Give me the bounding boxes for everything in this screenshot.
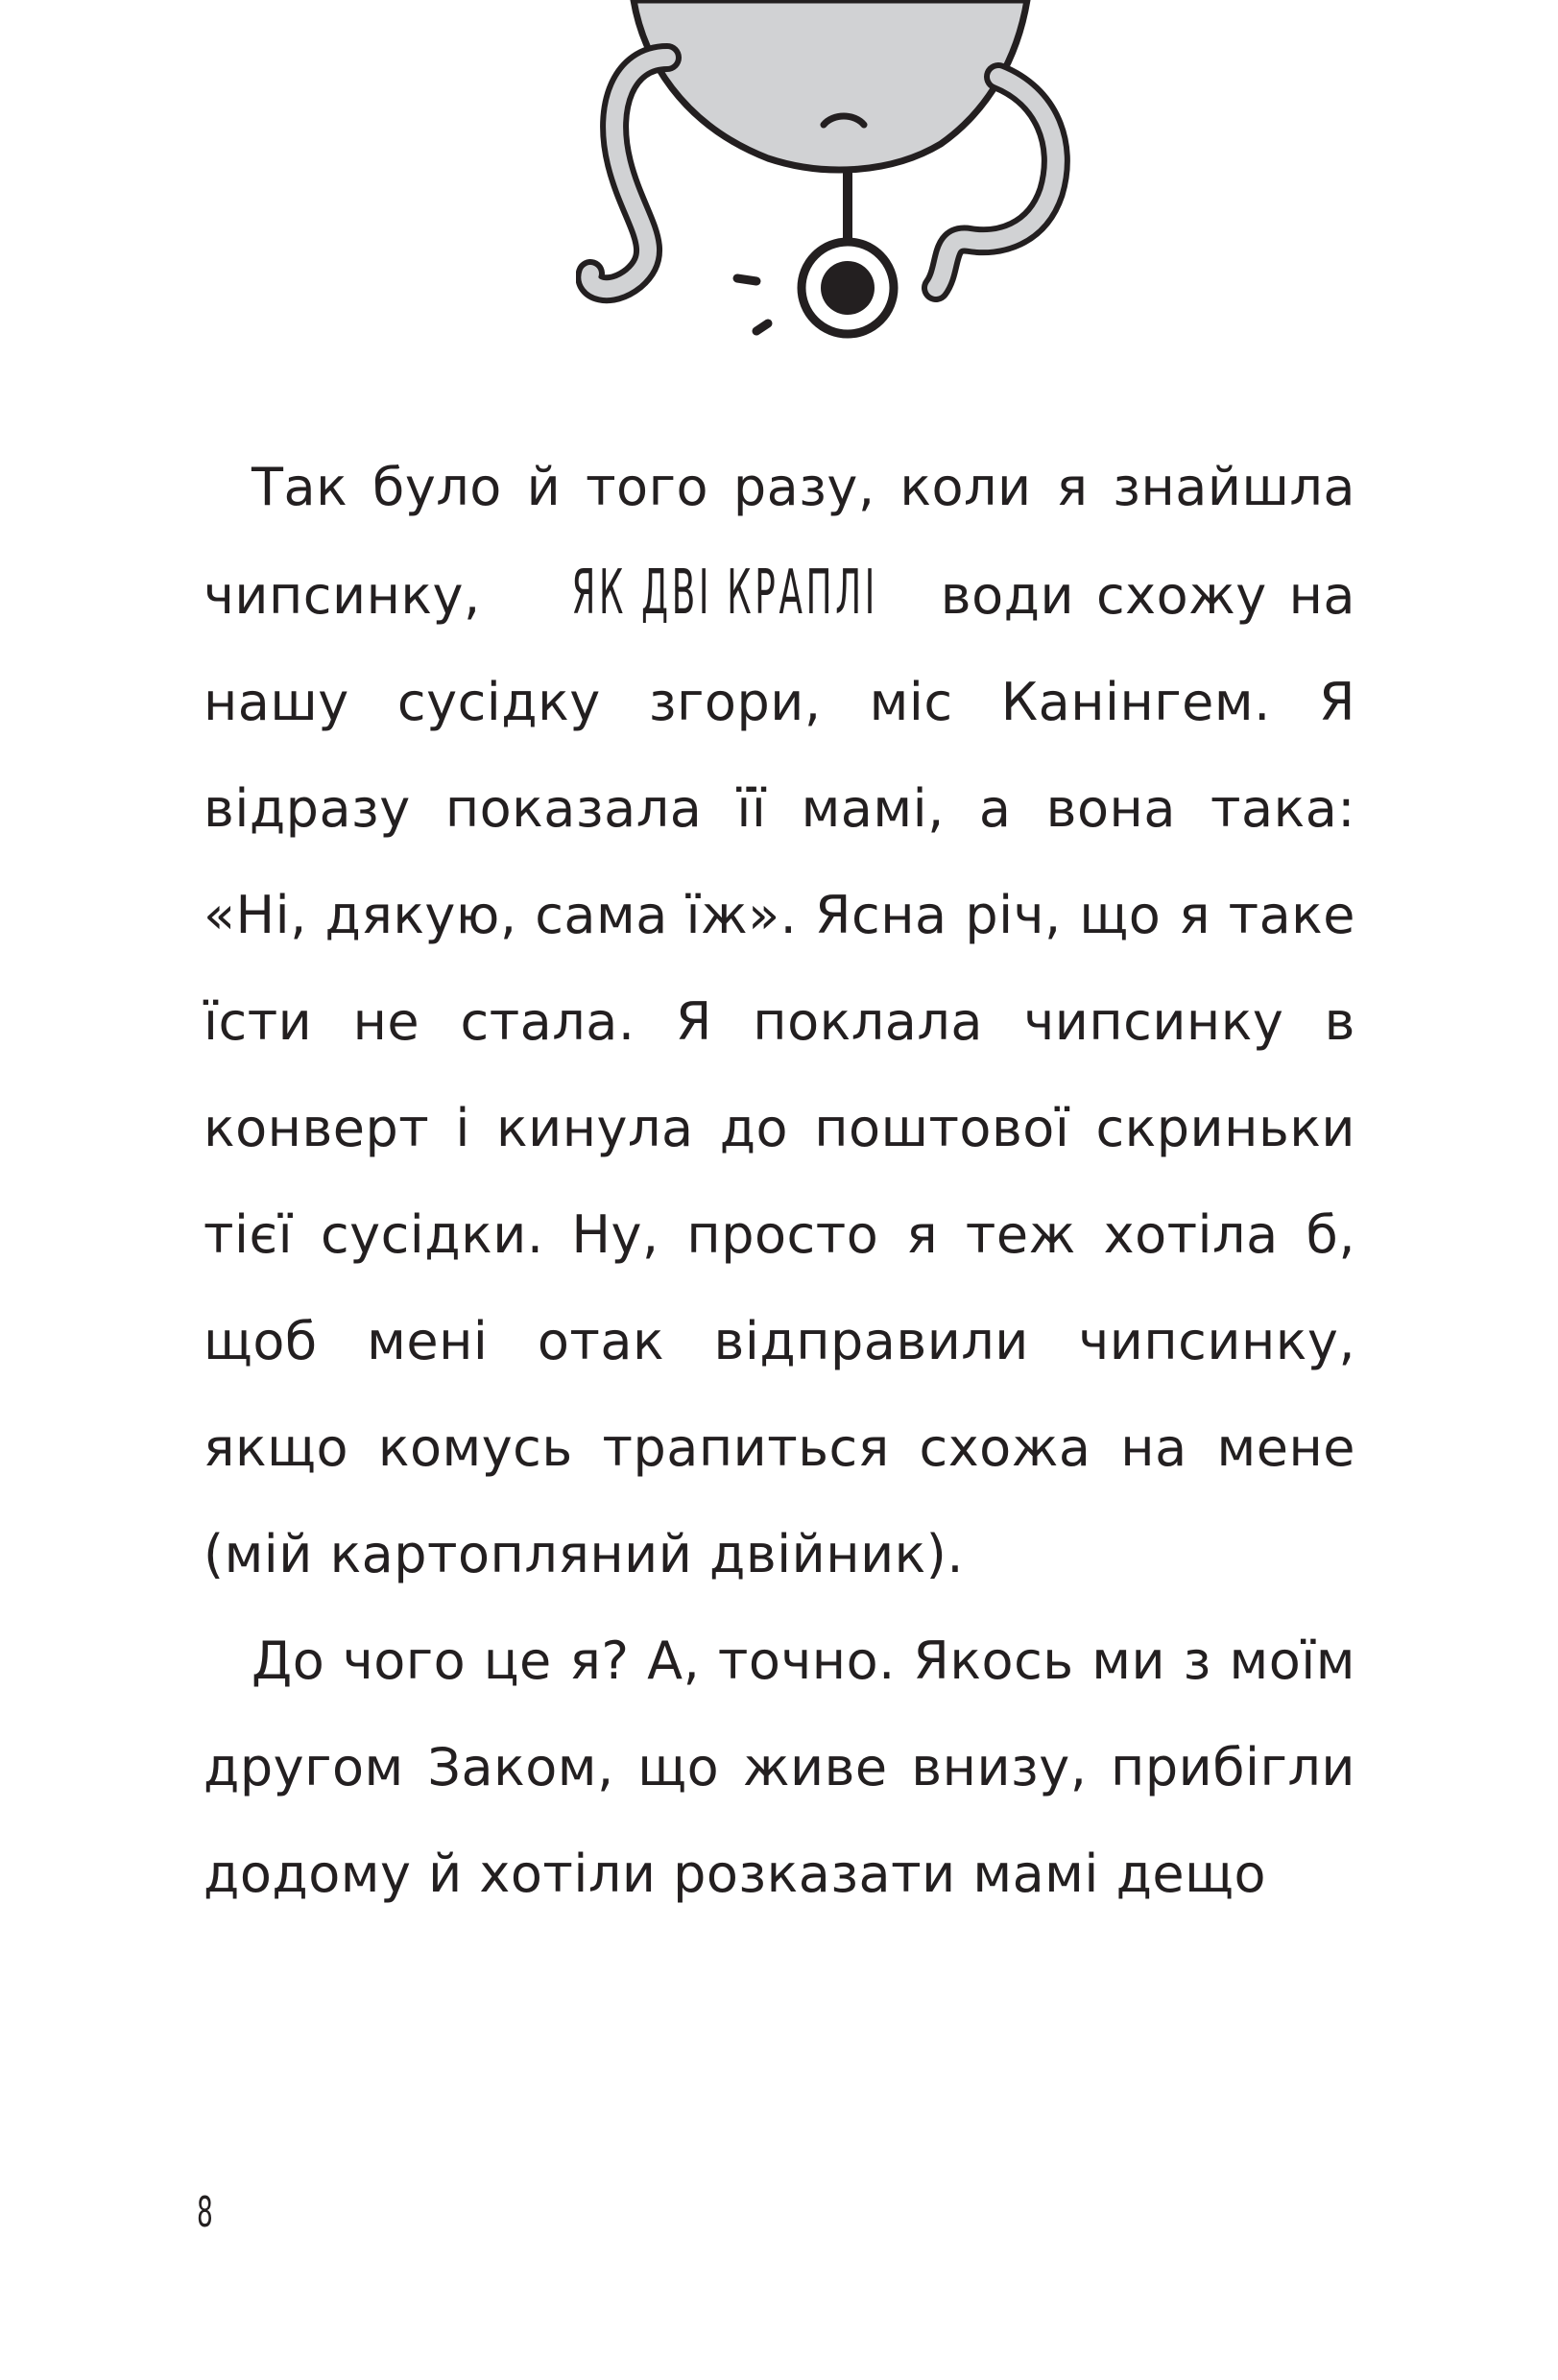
page-number: 8 <box>197 2188 213 2237</box>
paragraph-1 <box>204 434 1355 1607</box>
paragraph-1-start: Так було й того разу, коли я знайшла чипсинку, <box>204 457 1355 626</box>
paragraph-1-end: води схожу на нашу сусідку згори, міс Канінгем. Я відразу показала її мамі, а вона така: «Ні, дякую, сама їж». Ясна річ, що я таке їсти не стала. Я поклала чипсинку в конверт і кинула до поштової скриньки тієї сусідки. Ну, просто я теж хотіла б, щоб мені отак відправили чипсинку, якщо комусь трапиться схожа на мене (мій картопляний двійник). <box>204 565 1355 1584</box>
paragraph-2: До чого це я? А, точно. Якось ми з моїм другом Заком, що живе внизу, прибігли додому й хотіли розказати мамі дещо <box>204 1630 1355 1904</box>
potato-chip-character-illustration <box>576 0 1114 384</box>
body-text <box>204 434 1355 1927</box>
handwritten-emphasis: ЯК ДВІ КРАПЛІ <box>571 558 879 629</box>
